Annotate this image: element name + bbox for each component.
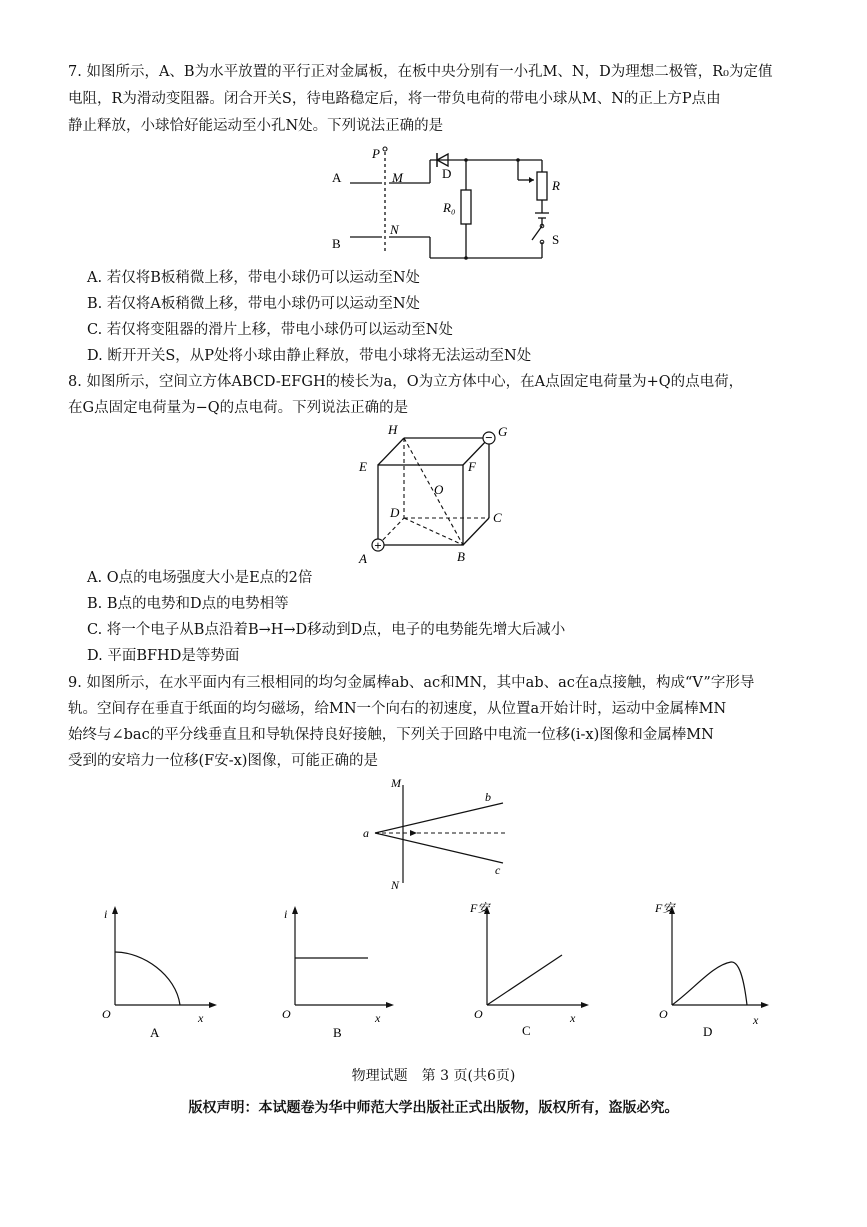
label-G: G [498,424,508,439]
label-E: E [359,459,367,474]
label-a: a [363,826,369,840]
graph-b-xlabel: x [375,1011,381,1025]
q9-stem-line-1: 9. 如图所示，在水平面内有三根相同的均匀金属棒ab、ac和MN，其中ab、ac在a点接触，构成“V”字形导 [68,675,755,691]
graph-b-origin: O [282,1007,291,1021]
page-footer: 物理试题 第 3 页(共6页) [351,1068,516,1084]
label-B: B [332,236,341,251]
graph-b-letter: B [333,1025,342,1040]
label-R: R [552,178,560,193]
graph-a [98,900,228,1045]
label-N: N [390,222,399,237]
label-D: D [442,166,452,181]
graph-d-ylabel: F安 [655,901,675,915]
graph-c-xlabel: x [570,1011,576,1025]
q9-rail-diagram [355,775,520,895]
q7-stem-line-3: 静止释放，小球恰好能运动至小孔N处。下列说法正确的是 [68,118,444,134]
graph-d-xlabel: x [753,1013,759,1027]
q7-option-a: A. 若仅将B板稍微上移，带电小球仍可以运动至N处 [87,270,421,286]
graph-a-letter: A [150,1025,160,1040]
graph-d-letter: D [703,1024,713,1039]
graph-a-origin: O [102,1007,111,1021]
label-C: C [493,510,502,525]
q7-option-d: D. 断开开关S，从P处将小球由静止释放，带电小球将无法运动至N处 [87,348,532,364]
label-M: M [391,776,401,790]
graph-c-origin: O [474,1007,483,1021]
q7-stem-line-1: 7. 如图所示，A、B为水平放置的平行正对金属板，在板中央分别有一小孔M、N，D为理想二极管，R₀为定值 [68,64,773,80]
graph-c-letter: C [522,1023,531,1038]
label-c: c [495,863,501,877]
q9-stem-line-2: 轨。空间存在垂直于纸面的均匀磁场，给MN一个向右的初速度，从位置a开始计时，运动中金属棒MN [68,701,727,717]
label-P: P [372,146,380,161]
q9-stem-line-4: 受到的安培力一位移(F安-x)图像，可能正确的是 [68,753,378,769]
label-O: O [434,482,444,497]
q8-cube-diagram [348,420,523,568]
graph-d-origin: O [659,1007,668,1021]
label-A: A [332,170,342,185]
graph-b [278,900,408,1045]
copyright-notice: 版权声明：本试题卷为华中师范大学出版社正式出版物，版权所有，盗版必究。 [188,1100,679,1116]
label-S: S [552,232,560,247]
label-M: M [392,170,403,185]
label-R0: R₀ [443,200,456,215]
q7-option-c: C. 若仅将变阻器的滑片上移，带电小球仍可以运动至N处 [87,322,453,338]
graph-a-ylabel: i [104,907,108,921]
q7-circuit-diagram [330,140,570,265]
graph-a-xlabel: x [198,1011,204,1025]
plus-charge-sign: + [374,538,382,553]
q7-stem-line-2: 电阻，R为滑动变阻器。闭合开关S，待电路稳定后，将一带负电荷的带电小球从M、N的正上方P点由 [68,91,721,107]
graph-b-ylabel: i [284,907,288,921]
graph-c-ylabel: F安 [470,901,490,915]
label-b: b [485,790,491,804]
q8-option-c: C. 将一个电子从B点沿着B→H→D移动到D点，电子的电势能先增大后减小 [87,622,566,638]
q8-stem-line-2: 在G点固定电荷量为−Q的点电荷。下列说法正确的是 [68,400,409,416]
label-F: F [468,459,476,474]
graph-c [470,900,600,1045]
q8-option-d: D. 平面BFHD是等势面 [87,648,240,664]
q7-option-b: B. 若仅将A板稍微上移，带电小球仍可以运动至N处 [87,296,421,312]
q8-option-a: A. O点的电场强度大小是E点的2倍 [87,570,313,586]
graph-d [655,900,785,1045]
q8-option-b: B. B点的电势和D点的电势相等 [87,596,289,612]
label-N: N [391,878,400,892]
label-H: H [388,422,398,437]
label-D: D [390,505,400,520]
minus-charge-sign: − [485,430,493,445]
q9-stem-line-3: 始终与∠bac的平分线垂直且和导轨保持良好接触，下列关于回路中电流一位移(i-x)图像和金属棒MN [68,727,714,743]
label-A: A [359,551,367,566]
q8-stem-line-1: 8. 如图所示，空间立方体ABCD-EFGH的棱长为a，O为立方体中心，在A点固定电荷量为+Q的点电荷， [68,374,744,390]
label-B: B [457,549,465,564]
